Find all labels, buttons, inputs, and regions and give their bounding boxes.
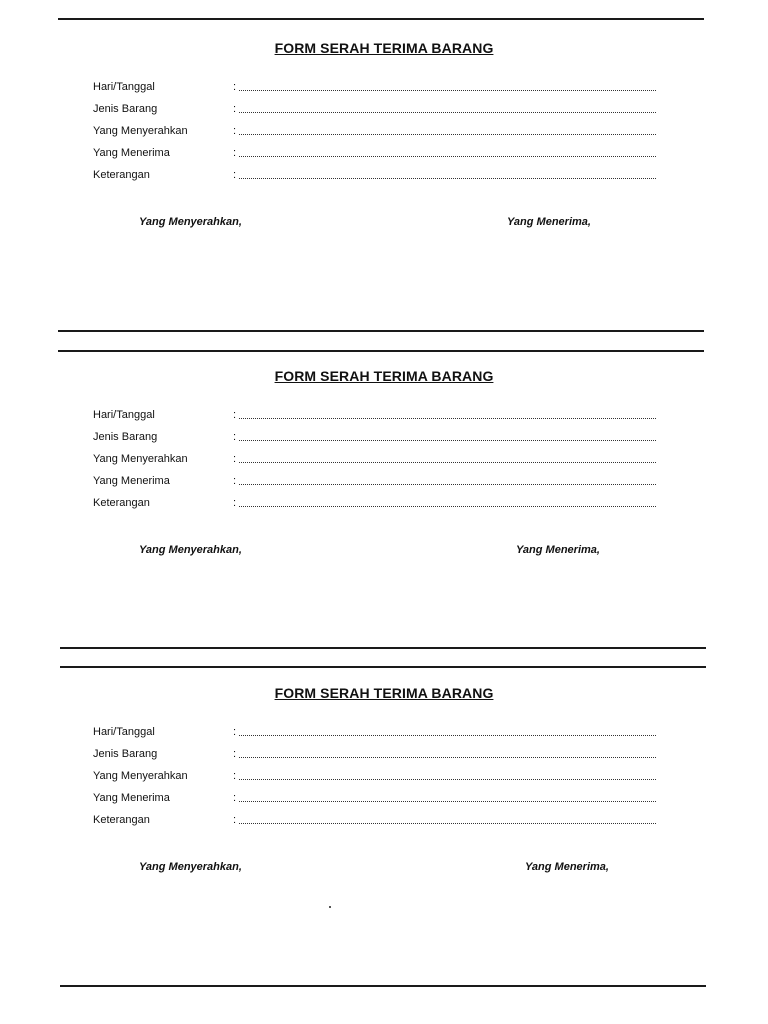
field-label: Yang Menerima — [93, 475, 170, 487]
divider-rule — [58, 350, 704, 352]
field-row-giver[interactable] — [93, 452, 656, 474]
signature-giver-label: Yang Menyerahkan, — [139, 544, 242, 556]
fill-in-line[interactable] — [239, 156, 656, 157]
field-row-giver[interactable] — [93, 769, 656, 791]
field-colon: : — [233, 814, 237, 826]
field-label: Keterangan — [93, 497, 150, 509]
field-colon: : — [233, 147, 237, 159]
fill-in-line[interactable] — [239, 484, 656, 485]
fill-in-line[interactable] — [239, 823, 656, 824]
fill-in-line[interactable] — [239, 418, 656, 419]
field-label: Jenis Barang — [93, 103, 158, 115]
field-label: Yang Menyerahkan — [93, 125, 188, 137]
field-row-item-type[interactable] — [93, 102, 656, 124]
fill-in-line[interactable] — [239, 112, 656, 113]
field-colon: : — [233, 431, 237, 443]
field-label: Keterangan — [93, 814, 150, 826]
field-row-receiver[interactable] — [93, 474, 656, 496]
field-colon: : — [233, 497, 237, 509]
fill-in-line[interactable] — [239, 462, 656, 463]
field-colon: : — [233, 748, 237, 760]
field-row-date[interactable] — [93, 80, 656, 102]
field-label: Hari/Tanggal — [93, 409, 155, 421]
fill-in-line[interactable] — [239, 440, 656, 441]
field-label: Yang Menerima — [93, 147, 170, 159]
field-row-notes[interactable] — [93, 168, 656, 190]
field-label: Keterangan — [93, 169, 150, 181]
field-colon: : — [233, 125, 237, 137]
handover-form-1 — [0, 40, 768, 340]
field-row-giver[interactable] — [93, 124, 656, 146]
field-row-date[interactable] — [93, 725, 656, 747]
field-row-receiver[interactable] — [93, 146, 656, 168]
bottom-rule — [60, 985, 706, 987]
field-label: Jenis Barang — [93, 748, 158, 760]
field-row-item-type[interactable] — [93, 747, 656, 769]
field-colon: : — [233, 792, 237, 804]
handover-form-3 — [0, 685, 768, 985]
field-colon: : — [233, 81, 237, 93]
field-row-date[interactable] — [93, 408, 656, 430]
fill-in-line[interactable] — [239, 178, 656, 179]
signature-receiver-label: Yang Menerima, — [525, 861, 609, 873]
field-colon: : — [233, 475, 237, 487]
field-row-receiver[interactable] — [93, 791, 656, 813]
field-label: Yang Menyerahkan — [93, 770, 188, 782]
signature-giver-label: Yang Menyerahkan, — [139, 861, 242, 873]
field-colon: : — [233, 409, 237, 421]
field-row-notes[interactable] — [93, 496, 656, 518]
field-row-item-type[interactable] — [93, 430, 656, 452]
form-title: FORM SERAH TERIMA BARANG — [274, 368, 494, 384]
form-title: FORM SERAH TERIMA BARANG — [274, 40, 494, 56]
signature-receiver-label: Yang Menerima, — [507, 216, 591, 228]
fill-in-line[interactable] — [239, 801, 656, 802]
stray-mark — [329, 906, 331, 908]
field-label: Hari/Tanggal — [93, 81, 155, 93]
field-colon: : — [233, 770, 237, 782]
form-title: FORM SERAH TERIMA BARANG — [274, 685, 494, 701]
fill-in-line[interactable] — [239, 757, 656, 758]
field-colon: : — [233, 103, 237, 115]
form-fields — [93, 408, 656, 518]
field-label: Yang Menyerahkan — [93, 453, 188, 465]
handover-form-2 — [0, 368, 768, 668]
field-label: Hari/Tanggal — [93, 726, 155, 738]
field-colon: : — [233, 169, 237, 181]
form-fields — [93, 80, 656, 190]
field-label: Jenis Barang — [93, 431, 158, 443]
field-row-notes[interactable] — [93, 813, 656, 835]
fill-in-line[interactable] — [239, 779, 656, 780]
fill-in-line[interactable] — [239, 134, 656, 135]
fill-in-line[interactable] — [239, 506, 656, 507]
form-fields — [93, 725, 656, 835]
field-label: Yang Menerima — [93, 792, 170, 804]
fill-in-line[interactable] — [239, 90, 656, 91]
signature-giver-label: Yang Menyerahkan, — [139, 216, 242, 228]
fill-in-line[interactable] — [239, 735, 656, 736]
top-rule — [58, 18, 704, 20]
field-colon: : — [233, 726, 237, 738]
signature-receiver-label: Yang Menerima, — [516, 544, 600, 556]
field-colon: : — [233, 453, 237, 465]
